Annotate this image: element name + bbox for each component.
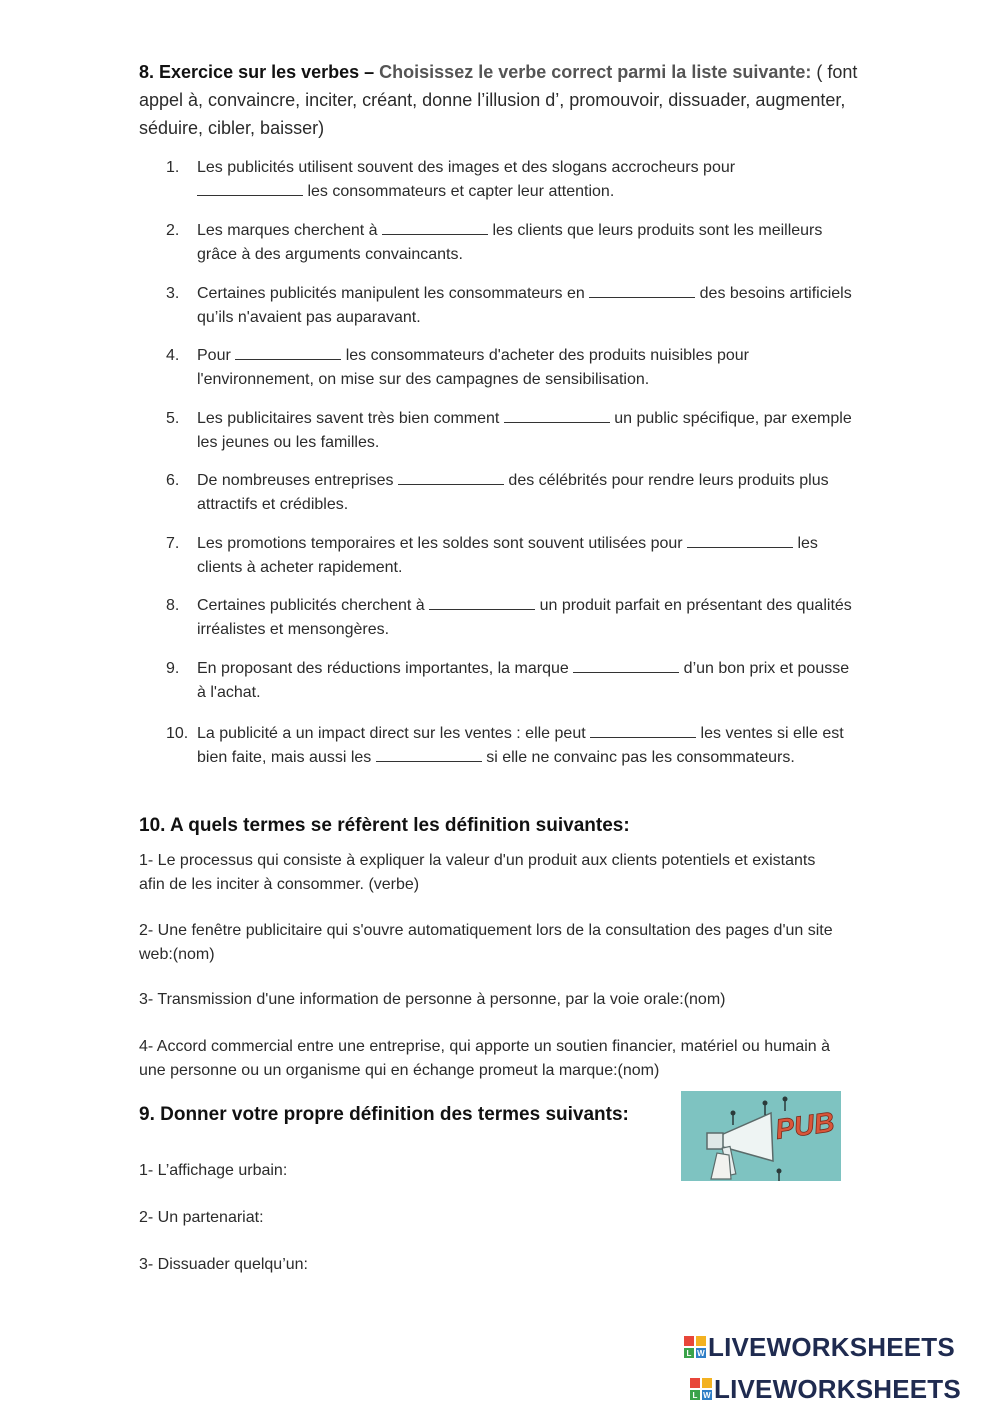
watermark-text: LIVEWORKSHEETS <box>714 1374 961 1404</box>
liveworksheets-watermark <box>684 1332 955 1363</box>
item-number: 9. <box>166 660 180 677</box>
item-text: Les promotions temporaires et les soldes sont souvent utilisées pour <box>197 535 688 552</box>
svg-text:W: W <box>703 1391 711 1400</box>
exercise-8-heading <box>139 58 859 142</box>
item-text: si elle ne convainc pas les consommateurs. <box>481 748 795 766</box>
answer-blank[interactable] <box>398 470 504 485</box>
answer-blank[interactable] <box>197 181 303 196</box>
answer-blank[interactable] <box>376 747 482 762</box>
answer-blank[interactable] <box>429 595 535 610</box>
item-text: En proposant des réductions importantes, la marque <box>197 660 574 677</box>
item-text: des célébrités pour rendre leurs produits plus attractifs et crédibles. <box>197 472 829 513</box>
definition-item: 3- Transmission d'une information de personne à personne, par la voie orale:(nom) <box>139 991 726 1008</box>
item-text: Les publicités utilisent souvent des images et des slogans accrocheurs pour <box>197 159 736 176</box>
item-text: les consommateurs et capter leur attention. <box>303 182 615 200</box>
item-number: 1. <box>166 159 180 176</box>
list-item <box>166 594 856 641</box>
item-text: d’un bon prix et pousse à l'achat. <box>197 660 850 701</box>
item-text: un produit parfait en présentant des qualités irréalistes et mensongères. <box>197 597 852 638</box>
term-item: 3- Dissuader quelqu’un: <box>139 1256 308 1273</box>
item-number: 7. <box>166 535 180 552</box>
definition-item: 2- Une fenêtre publicitaire qui s'ouvre automatiquement lors de la consultation des pages d'un site web:(nom) <box>139 922 833 963</box>
exercise-9-title: 9. Donner votre propre définition des termes suivants: <box>139 1104 629 1125</box>
watermark-text: LIVEWORKSHEETS <box>708 1332 955 1362</box>
item-text: un public spécifique, par exemple les jeunes ou les familles. <box>197 410 852 451</box>
exercise-10-title: 10. A quels termes se réfèrent les définition suivantes: <box>139 815 630 836</box>
answer-blank[interactable] <box>687 533 793 548</box>
item-number: 2. <box>166 222 180 239</box>
item-text: Les marques cherchent à <box>197 222 382 239</box>
item-text: Certaines publicités manipulent les consommateurs en <box>197 285 590 302</box>
answer-blank[interactable] <box>382 220 488 235</box>
item-text: La publicité a un impact direct sur les ventes : elle peut <box>197 725 591 742</box>
list-item <box>166 722 856 769</box>
item-text: les clients à acheter rapidement. <box>197 535 818 576</box>
list-item <box>166 657 856 704</box>
list-item <box>166 344 856 391</box>
liveworksheets-logo-icon <box>684 1336 706 1358</box>
item-text: des besoins artificiels qu’ils n'avaient pas auparavant. <box>197 285 852 326</box>
definition-item: 4- Accord commercial entre une entreprise, qui apporte un soutien financier, matériel ou humain à une personne ou un organisme qui en échange promeut la marque:(nom) <box>139 1038 831 1079</box>
verb-list: ( font appel à, convaincre, inciter, créant, donne l’illusion d’, promouvoir, dissuader, augmenter, séduire, cibler, baisser) <box>139 62 858 138</box>
answer-blank[interactable] <box>573 658 679 673</box>
list-item <box>166 469 856 516</box>
list-item <box>166 282 856 329</box>
pub-label: PUB <box>773 1106 837 1145</box>
item-number: 10. <box>166 725 189 742</box>
svg-text:L: L <box>692 1391 698 1400</box>
item-text: Les publicitaires savent très bien comment <box>197 410 504 427</box>
item-number: 5. <box>166 410 180 427</box>
item-text: les ventes si elle est bien faite, mais aussi les <box>197 725 844 766</box>
item-number: 8. <box>166 597 180 614</box>
answer-blank[interactable] <box>504 408 610 423</box>
definition-item: 1- Le processus qui consiste à expliquer la valeur d'un produit aux clients potentiels et existants afin de les inciter à consommer. (verbe) <box>139 852 816 893</box>
term-item: 2- Un partenariat: <box>139 1209 264 1226</box>
svg-text:W: W <box>697 1349 705 1358</box>
list-item <box>166 219 856 266</box>
item-text: De nombreuses entreprises <box>197 472 398 489</box>
item-number: 6. <box>166 472 180 489</box>
liveworksheets-logo-icon <box>690 1378 712 1400</box>
list-item <box>166 156 856 203</box>
list-item <box>166 532 856 579</box>
item-text: les clients que leurs produits sont les meilleurs grâce à des arguments convaincants. <box>197 222 823 263</box>
answer-blank[interactable] <box>235 345 341 360</box>
item-number: 3. <box>166 285 180 302</box>
answer-blank[interactable] <box>589 283 695 298</box>
liveworksheets-watermark <box>690 1374 961 1405</box>
item-text: Certaines publicités cherchent à <box>197 597 430 614</box>
svg-text:L: L <box>686 1349 692 1358</box>
term-item: 1- L’affichage urbain: <box>139 1162 288 1179</box>
item-number: 4. <box>166 347 180 364</box>
list-item <box>166 407 856 454</box>
exercise-8-title: 8. Exercice sur les verbes – <box>139 62 380 82</box>
item-text: les consommateurs d'acheter des produits nuisibles pour l'environnement, on mise sur des campagnes de sensibilisation. <box>197 347 749 388</box>
exercise-8-instruction: Choisissez le verbe correct parmi la liste suivante: <box>379 62 812 82</box>
answer-blank[interactable] <box>590 723 696 738</box>
item-text: Pour <box>197 347 236 364</box>
pub-megaphone-image <box>681 1091 841 1181</box>
megaphone-icon <box>681 1091 841 1181</box>
